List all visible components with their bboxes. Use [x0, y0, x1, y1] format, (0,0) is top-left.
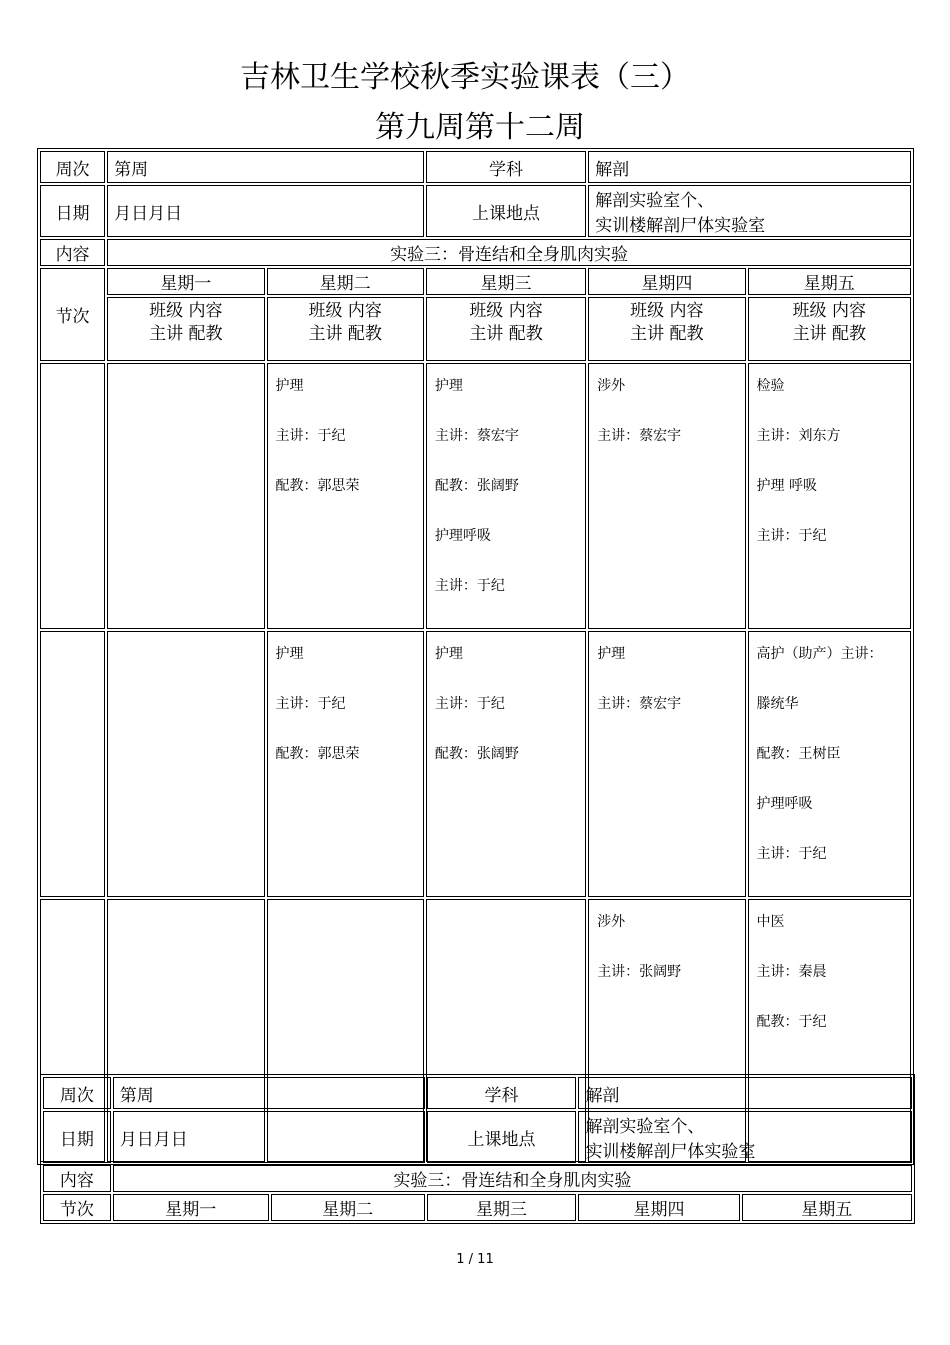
- cell-line: 主讲：于纪: [756, 528, 827, 544]
- date-label: 日期: [40, 185, 105, 237]
- cell-line: 主讲：于纪: [756, 846, 827, 862]
- location-label: 上课地点: [426, 185, 586, 237]
- cell-line: 主讲：刘东方: [756, 428, 841, 444]
- cell-line: 主讲：于纪: [275, 696, 346, 712]
- schedule-cell: [426, 363, 586, 629]
- day-header: 星期二: [267, 268, 424, 295]
- cell-line: 护理: [434, 646, 463, 662]
- week-label: 周次: [40, 151, 105, 183]
- day-header: 星期一: [107, 268, 264, 295]
- cell-line: 中医: [756, 914, 785, 930]
- location-line: 解剖实验室个、: [585, 1117, 705, 1137]
- schedule-cell: [107, 631, 264, 897]
- sub-header: 班级 内容 主讲 配教: [748, 297, 911, 361]
- cell-line: 护理: [275, 378, 304, 394]
- schedule-cell: [748, 363, 911, 629]
- location-label: 上课地点: [427, 1111, 577, 1163]
- page-number: 1 / 11: [456, 1252, 494, 1267]
- cell-line: 配教：于纪: [756, 1014, 827, 1030]
- day-header: 星期四: [578, 1194, 739, 1221]
- section-cell: [40, 631, 105, 897]
- cell-line: 主讲：张阔野: [597, 964, 682, 980]
- location-line: 实训楼解剖尸体实验室: [585, 1142, 756, 1162]
- cell-line: 配教：郭思荣: [275, 478, 360, 494]
- week-value: 第周: [107, 151, 424, 183]
- section-label: 节次: [43, 1194, 111, 1221]
- section-label: 节次: [40, 268, 105, 361]
- subject-label: 学科: [427, 1077, 577, 1109]
- cell-line: 护理: [275, 646, 304, 662]
- cell-line: 护理: [597, 646, 626, 662]
- schedule-cell: [748, 631, 911, 897]
- schedule-cell: [267, 631, 424, 897]
- week-value: 第周: [113, 1077, 425, 1109]
- cell-line: 配教：张阔野: [434, 746, 519, 762]
- cell-line: 配教：郭思荣: [275, 746, 360, 762]
- cell-line: 护理呼吸: [756, 796, 813, 812]
- location-value: [588, 185, 911, 237]
- subject-value: 解剖: [588, 151, 911, 183]
- schedule-table-2: [40, 1074, 915, 1224]
- page-subtitle: 第九周第十二周: [375, 110, 585, 145]
- date-value: 月日月日: [107, 185, 424, 237]
- content-value: 实验三：骨连结和全身肌肉实验: [107, 239, 911, 266]
- section-cell: [40, 363, 105, 629]
- cell-line: 主讲：蔡宏宇: [434, 428, 519, 444]
- schedule-table: [37, 148, 914, 1165]
- schedule-cell: [426, 631, 586, 897]
- schedule-cell: [588, 363, 745, 629]
- cell-line: 主讲：秦晨: [756, 964, 827, 980]
- cell-line: 主讲：于纪: [275, 428, 346, 444]
- cell-line: 主讲：蔡宏宇: [597, 696, 682, 712]
- page-title: 吉林卫生学校秋季实验课表（三）: [240, 60, 690, 95]
- cell-line: 涉外: [597, 378, 626, 394]
- subject-label: 学科: [426, 151, 586, 183]
- date-label: 日期: [43, 1111, 111, 1163]
- cell-line: 涉外: [597, 914, 626, 930]
- day-header: 星期五: [742, 1194, 912, 1221]
- schedule-cell: [588, 631, 745, 897]
- day-header: 星期三: [426, 268, 586, 295]
- cell-line: 护理 呼吸: [756, 478, 817, 494]
- location-line: 解剖实验室个、: [595, 191, 715, 211]
- cell-line: 滕统华: [756, 696, 799, 712]
- content-label: 内容: [40, 239, 105, 266]
- subject-value: 解剖: [578, 1077, 912, 1109]
- cell-line: 高护（助产）主讲：: [756, 646, 883, 662]
- sub-header: 班级 内容 主讲 配教: [267, 297, 424, 361]
- day-header: 星期三: [427, 1194, 577, 1221]
- day-header: 星期五: [748, 268, 911, 295]
- day-header: 星期四: [588, 268, 745, 295]
- day-header: 星期二: [271, 1194, 425, 1221]
- content-label: 内容: [43, 1165, 111, 1192]
- sub-header: 班级 内容 主讲 配教: [588, 297, 745, 361]
- cell-line: 配教：张阔野: [434, 478, 519, 494]
- cell-line: 护理: [434, 378, 463, 394]
- location-value: [578, 1111, 912, 1163]
- cell-line: 检验: [756, 378, 785, 394]
- sub-header: 班级 内容 主讲 配教: [107, 297, 264, 361]
- cell-line: 护理呼吸: [434, 528, 491, 544]
- schedule-cell: [107, 363, 264, 629]
- day-header: 星期一: [113, 1194, 269, 1221]
- content-value: 实验三：骨连结和全身肌肉实验: [113, 1165, 912, 1192]
- cell-line: 主讲：于纪: [434, 696, 505, 712]
- week-label: 周次: [43, 1077, 111, 1109]
- schedule-cell: [267, 363, 424, 629]
- cell-line: 配教：王树臣: [756, 746, 841, 762]
- cell-line: 主讲：于纪: [434, 578, 505, 594]
- sub-header: 班级 内容 主讲 配教: [426, 297, 586, 361]
- cell-line: 主讲：蔡宏宇: [597, 428, 682, 444]
- location-line: 实训楼解剖尸体实验室: [595, 216, 766, 236]
- date-value: 月日月日: [113, 1111, 425, 1163]
